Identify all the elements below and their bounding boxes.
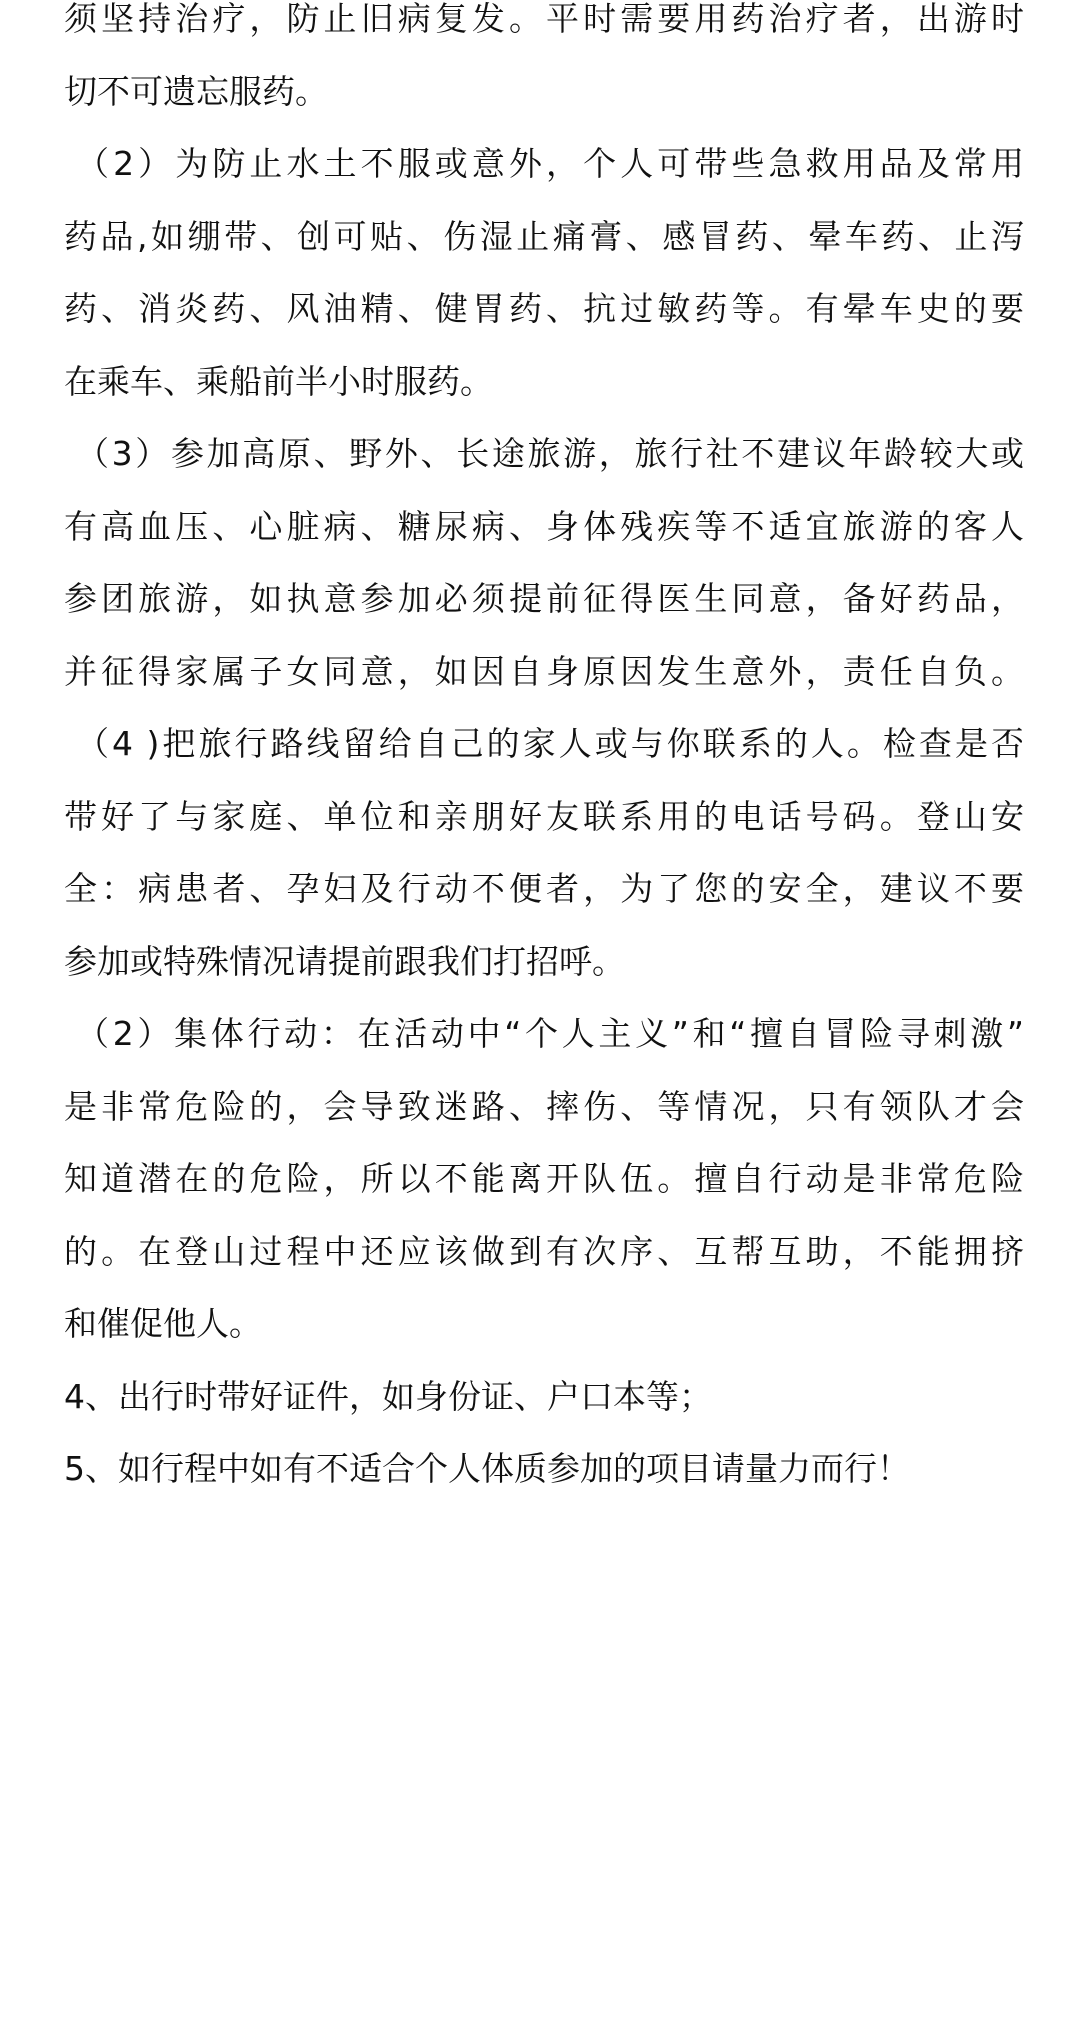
- text-line: 和催促他人。: [64, 1304, 262, 1343]
- text-line: （3）参加高原、野外、长途旅游，旅行社不建议年龄较大或: [76, 434, 1024, 473]
- text-line: 全：病患者、孕妇及行动不便者，为了您的安全，建议不要: [64, 869, 1024, 908]
- text-line: （2）集体行动：在活动中“个人主义”和“擅自冒险寻刺激”: [76, 1014, 1024, 1053]
- text-line: 须坚持治疗，防止旧病复发。平时需要用药治疗者，出游时: [64, 0, 1024, 38]
- text-line: 有高血压、心脏病、糖尿病、身体残疾等不适宜旅游的客人: [64, 506, 1024, 546]
- text-line: 带好了与家庭、单位和亲朋好友联系用的电话号码。登山安: [64, 796, 1024, 836]
- text-line: 5、如行程中如有不适合个人体质参加的项目请量力而行！: [64, 1449, 910, 1488]
- text-line: 药品,如绷带、创可贴、伤湿止痛膏、感冒药、晕车药、止泻: [64, 216, 1024, 256]
- text-line: （2）为防止水土不服或意外，个人可带些急救用品及常用: [76, 144, 1024, 183]
- text-line: 参团旅游，如执意参加必须提前征得医生同意，备好药品，: [64, 579, 1024, 618]
- document-body: [64, 0, 1024, 1506]
- text-line: 是非常危险的，会导致迷路、摔伤、等情况，只有领队才会: [64, 1086, 1024, 1126]
- text-line: 参加或特殊情况请提前跟我们打招呼。: [64, 941, 625, 981]
- text-line: 药、消炎药、风油精、健胃药、抗过敏药等。有晕车史的要: [64, 289, 1024, 328]
- text-line: 4、出行时带好证件，如身份证、户口本等；: [64, 1376, 712, 1416]
- text-line: 并征得家属子女同意，如因自身原因发生意外，责任自负。: [64, 651, 1024, 691]
- text-line: 知道潜在的危险，所以不能离开队伍。擅自行动是非常危险: [64, 1159, 1024, 1198]
- text-line: 的。在登山过程中还应该做到有次序、互帮互助，不能拥挤: [64, 1231, 1024, 1271]
- text-line: 切不可遗忘服药。: [64, 71, 328, 111]
- text-line: 在乘车、乘船前半小时服药。: [64, 361, 493, 401]
- text-line: （4 )把旅行路线留给自己的家人或与你联系的人。检查是否: [76, 724, 1024, 763]
